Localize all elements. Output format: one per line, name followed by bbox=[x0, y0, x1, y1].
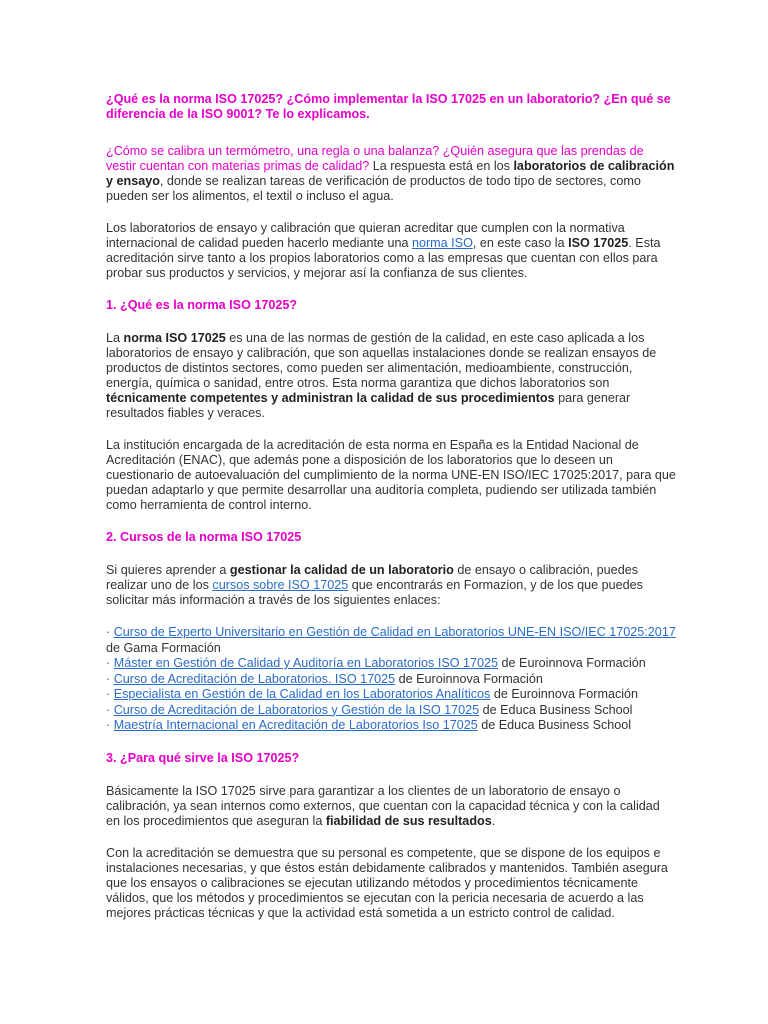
course-link[interactable]: Curso de Acreditación de Laboratorios. ISO 17025 bbox=[113, 671, 396, 686]
para2-bold: ISO 17025 bbox=[568, 236, 629, 250]
section-1-paragraph-1 bbox=[106, 331, 676, 421]
section-3-paragraph-1 bbox=[106, 784, 676, 829]
course-link[interactable]: Curso de Experto Universitario en Gestión de Calidad en Laboratorios UNE-EN ISO/IEC 17025:2017 bbox=[113, 625, 676, 639]
course-provider: de Educa Business School bbox=[477, 718, 632, 732]
section-3-heading: 3. ¿Para qué sirve la ISO 17025? bbox=[106, 750, 300, 765]
course-item bbox=[106, 718, 676, 734]
course-item bbox=[106, 672, 676, 688]
s1p1-text-a: La bbox=[106, 331, 124, 345]
intro-bold: laboratorios de calibración y ensayo bbox=[106, 159, 675, 188]
bullet-dot: · bbox=[106, 671, 114, 686]
s1p1-text-b: es una de las normas de gestión de la calidad, en este caso aplicada a los laboratorios de ensayo y calibración, que son aquellas instalaciones donde se realizan ensayos de productos de distintos sectores, como pueden ser alimentación, medioambiente, construcción, energía, química o sanidad, entre otros. Esta norma garantiza que dichos laboratorios son bbox=[106, 331, 657, 390]
intro-question: ¿Cómo se calibra un termómetro, una regla o una balanza? ¿Quién asegura que las prendas de vestir cuentan con materias primas de calidad? bbox=[106, 144, 644, 173]
course-provider: de Euroinnova Formación bbox=[395, 671, 543, 686]
course-item bbox=[106, 687, 676, 703]
section-1-heading: 1. ¿Qué es la norma ISO 17025? bbox=[106, 298, 298, 312]
course-link[interactable]: Especialista en Gestión de la Calidad en los Laboratorios Analíticos bbox=[113, 687, 491, 701]
s1p1-bold-a: norma ISO 17025 bbox=[123, 331, 226, 345]
bullet-dot: · bbox=[106, 718, 114, 732]
section-2-paragraph-1 bbox=[106, 563, 676, 608]
intro-text-a: La respuesta está en los bbox=[369, 159, 514, 173]
course-provider: de Educa Business School bbox=[479, 702, 633, 717]
bullet-dot: · bbox=[106, 687, 114, 701]
section-1-paragraph-2: La institución encargada de la acreditación de esta norma en España es la Entidad Nacional de Acreditación (ENAC), que además pone a disposición de los laboratorios que lo deseen un cuestionario de autoevaluación del cumplimiento de la norma UNE-EN ISO/IEC 17025:2017, para que puedan adaptarlo y que permite desarrollar una auditoría completa, pudiendo ser utilizada también como herramienta de control interno. bbox=[106, 438, 676, 512]
course-item bbox=[106, 656, 676, 672]
para2-text-c: . Esta acreditación sirve tanto a los propios laboratorios como a las empresas que cuentan con ellos para probar sus productos y servicios, y mejorar así la confianza de sus clientes. bbox=[106, 236, 661, 280]
s2p1-text-b: de ensayo o calibración, puedes realizar uno de los bbox=[106, 563, 638, 592]
s2p1-text-c: que encontrarás en Formazion, y de los que puedes solicitar más información a través de los siguientes enlaces: bbox=[106, 578, 643, 607]
intro-text-b: , donde se realizan tareas de verificación de productos de todo tipo de sectores, como pueden ser los alimentos, el textil o incluso el agua. bbox=[106, 174, 641, 203]
s1p1-text-c: para generar resultados fiables y veraces. bbox=[106, 391, 631, 420]
s3p1-bold: fiabilidad de sus resultados bbox=[325, 813, 492, 828]
course-link[interactable]: Curso de Acreditación de Laboratorios y Gestión de la ISO 17025 bbox=[113, 702, 480, 717]
course-item bbox=[106, 703, 676, 719]
article-title: ¿Qué es la norma ISO 17025? ¿Cómo implementar la ISO 17025 en un laboratorio? ¿En qué se diferencia de la ISO 9001? Te lo explicamos. bbox=[106, 92, 671, 121]
course-provider: de Euroinnova Formación bbox=[490, 687, 639, 701]
para2-text-a: Los laboratorios de ensayo y calibración que quieran acreditar que cumplen con la normativa internacional de calidad pueden hacerlo mediante una bbox=[106, 221, 625, 250]
section-3-paragraph-2: Con la acreditación se demuestra que su personal es competente, que se dispone de los equipos e instalaciones necesarias, y que éstos están debidamente calibrados y mantenidos. También asegura que los ensayos o calibraciones se ejecutan utilizando métodos y procedimientos técnicamente válidos, que los métodos y procedimientos se ejecutan con la pericia necesaria de acuerdo a las mejores prácticas técnicas y que la actividad está sometida a un estricto control de calidad. bbox=[106, 845, 668, 920]
intro-paragraph bbox=[106, 144, 676, 204]
course-provider: de Gama Formación bbox=[106, 640, 221, 655]
bullet-dot: · bbox=[106, 625, 114, 639]
course-provider: de Euroinnova Formación bbox=[498, 656, 646, 670]
paragraph-2 bbox=[106, 221, 676, 281]
s3p1-text-a: Básicamente la ISO 17025 sirve para garantizar a los clientes de un laboratorio de ensayo o calibración, ya sean internos como externos, que cuentan con la capacidad técnica y con la calidad en los procedimientos que aseguran la bbox=[106, 783, 660, 828]
section-2-heading: 2. Cursos de la norma ISO 17025 bbox=[106, 530, 302, 544]
course-link[interactable]: Maestría Internacional en Acreditación de Laboratorios Iso 17025 bbox=[113, 718, 478, 732]
course-list bbox=[106, 625, 676, 734]
s3p1-text-b: . bbox=[491, 813, 496, 828]
course-item bbox=[106, 625, 676, 656]
s1p1-bold-b: técnicamente competentes y administran la calidad de sus procedimientos bbox=[106, 391, 555, 405]
article-body bbox=[106, 92, 676, 938]
course-link[interactable]: Máster en Gestión de Calidad y Auditoría en Laboratorios ISO 17025 bbox=[113, 656, 499, 670]
s2p1-bold: gestionar la calidad de un laboratorio bbox=[229, 563, 454, 577]
bullet-dot: · bbox=[106, 656, 114, 670]
para2-text-b: , en este caso la bbox=[472, 236, 569, 250]
cursos-iso-link[interactable]: cursos sobre ISO 17025 bbox=[212, 578, 349, 592]
norma-iso-link[interactable]: norma ISO bbox=[411, 236, 473, 250]
bullet-dot: · bbox=[106, 702, 114, 717]
s2p1-text-a: Si quieres aprender a bbox=[106, 563, 230, 577]
